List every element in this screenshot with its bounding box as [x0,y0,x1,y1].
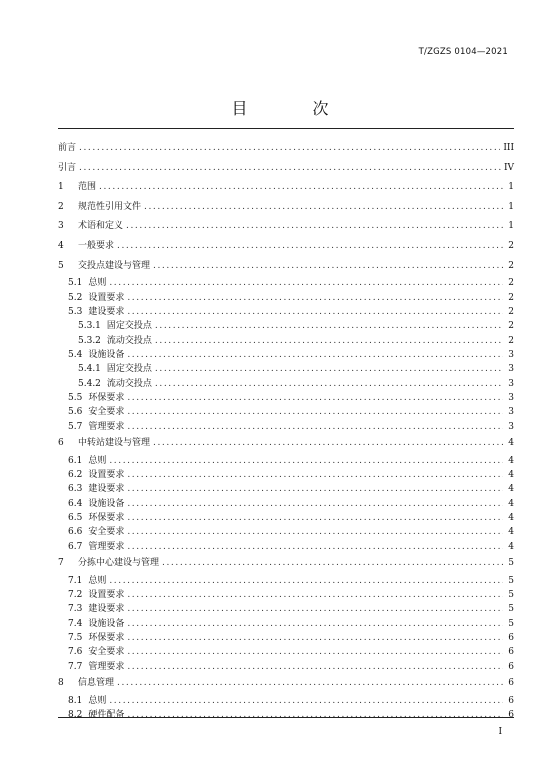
toc-entry-title: 规范性引用文件 [78,201,142,212]
toc-entry-number: 1 [58,182,64,193]
toc-entry-number: 6 [58,437,64,448]
toc-entry-title: 信息管理 [78,677,115,688]
toc-leader-dots [127,511,503,525]
toc-leader-dots [109,694,503,708]
toc-entry-page: 2 [508,321,514,332]
divider-bottom [58,717,514,718]
toc-entry-page: 5 [508,589,514,600]
toc-leader-dots [127,420,503,434]
toc-entry-title: 设置要求 [88,469,125,480]
toc-leader-dots [144,198,503,217]
toc-leader-dots [126,217,503,236]
toc-entry-page: 2 [508,260,514,271]
toc-entry[interactable] [58,334,514,348]
toc-entry-page: 2 [508,278,514,289]
toc-leader-dots [127,631,503,645]
toc-entry-title: 安全要求 [88,647,125,658]
toc-entry[interactable] [58,348,514,362]
toc-leader-dots [155,334,503,348]
toc-entry[interactable] [58,708,514,722]
toc-entry-title: 总则 [88,455,107,466]
toc-entry[interactable] [58,319,514,333]
toc-entry-title: 环保要求 [88,392,125,403]
toc-leader-dots [127,617,503,631]
toc-entry-page: 4 [508,541,514,552]
toc-entry-number: 6.4 [68,498,83,509]
toc-entry-title: 管理要求 [88,661,125,672]
toc-entry-title: 建设要求 [88,306,125,317]
toc-entry[interactable] [58,574,514,588]
toc-entry-number: 6.2 [68,469,83,480]
toc-entry-page: 6 [508,661,514,672]
toc-entry-number: 8.1 [68,695,83,706]
toc-entry-title: 流动交投点 [106,335,152,346]
toc-leader-dots [109,574,503,588]
toc-entry-title: 管理要求 [88,421,125,432]
toc-entry-title: 一般要求 [78,240,115,251]
toc-entry-title: 范围 [78,182,97,193]
toc-entry-page: 3 [508,421,514,432]
toc-entry-page: 4 [508,498,514,509]
toc-entry[interactable] [58,617,514,631]
toc-entry[interactable] [58,588,514,602]
toc-entry-page: 2 [508,292,514,303]
toc-entry-number: 5.6 [68,407,83,418]
toc-entry-page: 1 [508,221,514,232]
toc-leader-dots [117,674,503,693]
toc-entry-number: 8.2 [68,709,83,720]
toc-entry-title: 硬件配备 [88,709,125,720]
toc-leader-dots [109,454,503,468]
toc-entry-page: 6 [508,695,514,706]
toc-entry-page: 3 [508,349,514,360]
toc-leader-dots [127,291,503,305]
toc-entry-number: 5.3.1 [78,321,101,332]
toc-leader-dots [79,139,500,158]
toc-entry-title: 建设要求 [88,484,125,495]
toc-leader-dots [127,525,503,539]
toc-entry-page: 3 [508,364,514,375]
toc-leader-dots [127,305,503,319]
toc-leader-dots [127,497,503,511]
toc-entry[interactable] [58,482,514,496]
toc-entry-page: 4 [508,527,514,538]
toc-leader-dots [127,468,503,482]
toc-entry-page: 4 [508,437,514,448]
toc-entry-number: 7.6 [68,647,83,658]
toc-entry-title: 术语和定义 [78,221,124,232]
toc-leader-dots [162,554,503,573]
toc-entry[interactable] [58,362,514,376]
toc-entry-number: 7.7 [68,661,83,672]
toc-entry-title: 总则 [88,695,107,706]
toc-entry-title: 固定交投点 [106,364,152,375]
toc-entry[interactable] [58,305,514,319]
toc-entry-title: 环保要求 [88,632,125,643]
toc-leader-dots [79,159,501,178]
toc-entry-number: 5 [58,260,64,271]
toc-leader-dots [127,645,503,659]
toc-entry[interactable] [58,276,514,290]
toc-entry[interactable] [58,540,514,554]
toc-entry[interactable] [58,497,514,511]
toc-leader-dots [127,588,503,602]
toc-entry-title: 固定交投点 [106,321,152,332]
toc-entry[interactable] [58,420,514,434]
toc-entry[interactable] [58,405,514,419]
toc-entry-page: 3 [508,378,514,389]
toc-entry-title: 设施设备 [88,349,125,360]
toc-entry-title: 总则 [88,575,107,586]
toc-leader-dots [127,391,503,405]
toc-entry-page: 4 [508,484,514,495]
toc-entry[interactable] [58,198,514,218]
toc-entry-page: 4 [508,469,514,480]
toc-entry-title: 建设要求 [88,604,125,615]
toc-entry-number: 7.1 [68,575,83,586]
toc-leader-dots [127,348,503,362]
toc-entry[interactable] [58,217,514,237]
toc-entry[interactable] [58,257,514,277]
toc-leader-dots [155,319,503,333]
toc-entry-number: 5.3.2 [78,335,101,346]
toc-entry-title: 安全要求 [88,407,125,418]
toc-entry-title: 分拣中心建设与管理 [78,557,160,568]
toc-leader-dots [117,237,503,256]
page-title: 目 次 [231,99,359,118]
toc-entry[interactable] [58,525,514,539]
toc-entry[interactable] [58,139,514,159]
toc-entry[interactable] [58,645,514,659]
toc-leader-dots [153,434,503,453]
toc-entry[interactable] [58,178,514,198]
toc-entry-number: 5.3 [68,306,83,317]
toc-entry-page: 2 [508,306,514,317]
toc-entry-number: 6.3 [68,484,83,495]
toc-leader-dots [153,257,503,276]
toc-leader-dots [155,377,503,391]
toc-entry-number: 5.5 [68,392,83,403]
toc-entry[interactable] [58,602,514,616]
toc-leader-dots [127,708,503,722]
toc-entry[interactable] [58,631,514,645]
toc-entry-page: 2 [508,240,514,251]
toc-entry-page: 6 [508,677,514,688]
toc-entry-page: 6 [508,632,514,643]
toc-entry[interactable] [58,159,514,179]
toc-entry-title: 设施设备 [88,618,125,629]
toc-entry-title: 流动交投点 [106,378,152,389]
toc-entry-number: 5.4.1 [78,364,101,375]
toc-entry-number: 5.7 [68,421,83,432]
toc-leader-dots [127,660,503,674]
toc-entry-page: 3 [508,392,514,403]
toc-entry-number: 7.5 [68,632,83,643]
toc-leader-dots [155,362,503,376]
toc-entry-number: 7.4 [68,618,83,629]
toc-entry-number: 6.6 [68,527,83,538]
toc-entry[interactable] [58,391,514,405]
toc-entry-title: 总则 [88,278,107,289]
toc-entry-number: 5.4 [68,349,83,360]
toc-entry-page: 5 [508,575,514,586]
toc-leader-dots [127,482,503,496]
toc-entry-number: 5.4.2 [78,378,101,389]
toc-leader-dots [127,540,503,554]
toc-entry-number: 7 [58,557,64,568]
toc-entry-number: 8 [58,677,64,688]
toc-leader-dots [109,276,503,290]
toc-entry-title: 管理要求 [88,541,125,552]
toc-entry-title: 设置要求 [88,292,125,303]
toc-entry[interactable] [58,377,514,391]
page-number: I [498,727,502,737]
toc-entry-page: 4 [508,455,514,466]
toc-entry[interactable] [58,468,514,482]
toc-leader-dots [99,178,503,197]
toc-entry-page: 1 [508,182,514,193]
toc-entry-title: 中转站建设与管理 [78,437,151,448]
toc-entry-number: 3 [58,221,64,232]
toc-entry-number: 5.2 [68,292,83,303]
toc-entry-number: 4 [58,240,64,251]
toc-entry[interactable] [58,660,514,674]
toc-leader-dots [127,405,503,419]
toc-entry[interactable] [58,511,514,525]
toc-entry-page: 2 [508,335,514,346]
toc-entry-page: 6 [508,647,514,658]
toc-entry[interactable] [58,237,514,257]
toc-entry-title: 设置要求 [88,589,125,600]
toc-entry-number: 7.3 [68,604,83,615]
toc-entry-number: 5.1 [68,278,83,289]
toc-entry-number: 6.7 [68,541,83,552]
toc-entry-number: 7.2 [68,589,83,600]
toc-entry[interactable] [58,554,514,574]
toc-entry[interactable] [58,674,514,694]
toc-entry[interactable] [58,434,514,454]
toc-entry-title: 环保要求 [88,512,125,523]
toc-entry-page: 5 [508,618,514,629]
document-code: T/ZGZS 0104—2021 [418,47,508,57]
toc-entry-page: 1 [508,201,514,212]
divider-top [58,128,514,129]
toc-entry-page: 6 [508,709,514,720]
toc-entry-number: 6.1 [68,455,83,466]
toc-entry[interactable] [58,454,514,468]
toc-entry-title: 引言 [58,162,77,173]
toc-entry[interactable] [58,694,514,708]
toc-leader-dots [127,602,503,616]
toc-entry-number: 6.5 [68,512,83,523]
toc-entry-page: III [503,143,514,153]
toc-entry-page: 4 [508,512,514,523]
toc-entry-number: 2 [58,201,64,212]
toc-entry-title: 前言 [58,143,77,153]
toc-entry[interactable] [58,291,514,305]
toc-entry-page: IV [503,162,514,173]
toc-entry-title: 设施设备 [88,498,125,509]
toc-entry-page: 3 [508,407,514,418]
table-of-contents [58,139,514,722]
toc-entry-page: 5 [508,604,514,615]
toc-entry-title: 交投点建设与管理 [78,260,151,271]
toc-entry-page: 5 [508,557,514,568]
toc-entry-title: 安全要求 [88,527,125,538]
